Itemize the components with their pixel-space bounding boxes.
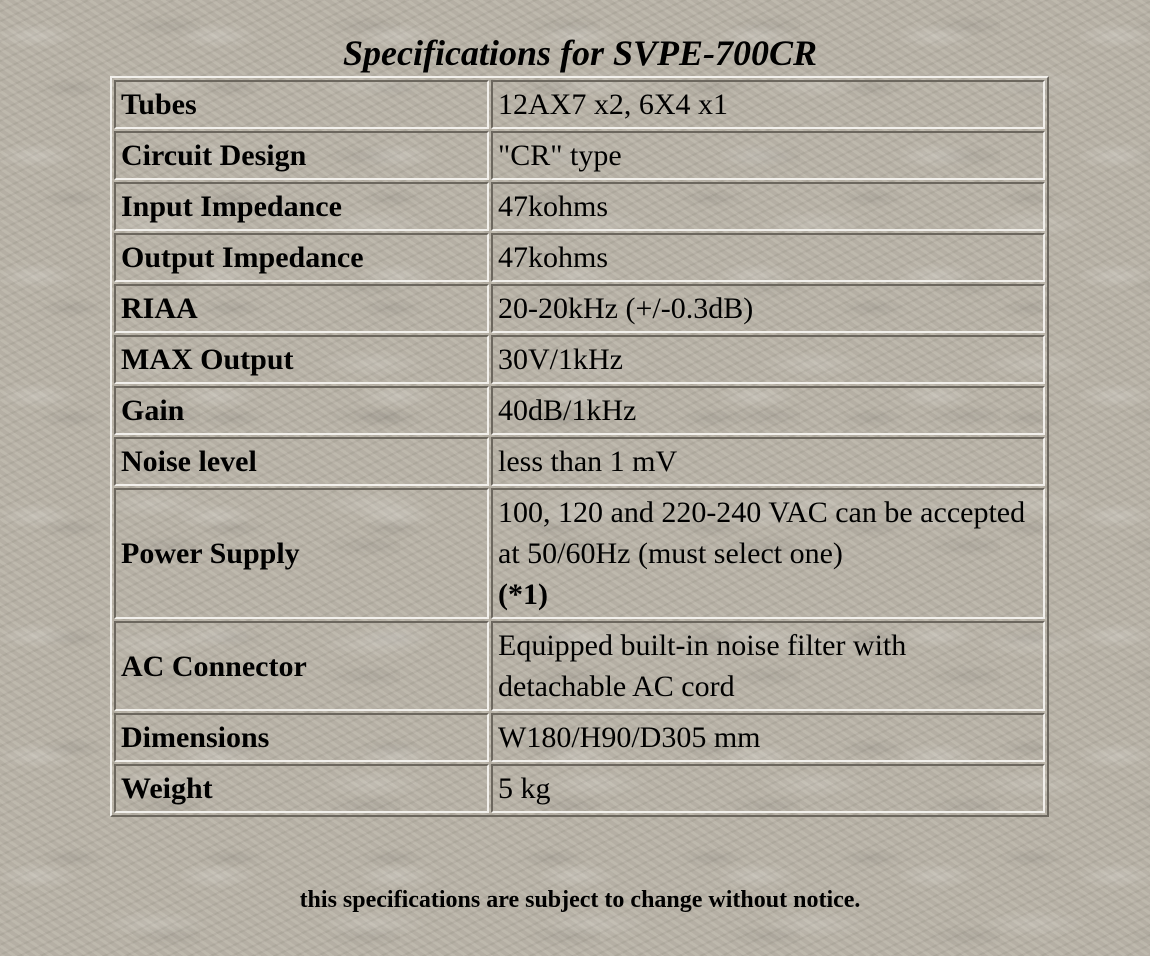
spec-label: Power Supply — [114, 488, 489, 619]
spec-label: Tubes — [114, 80, 489, 129]
table-row — [114, 80, 1045, 129]
table-row — [114, 233, 1045, 282]
spec-value — [491, 488, 1045, 619]
spec-value: 12AX7 x2, 6X4 x1 — [491, 80, 1045, 129]
spec-label: Weight — [114, 764, 489, 813]
table-row — [114, 713, 1045, 762]
spec-label: RIAA — [114, 284, 489, 333]
spec-value: W180/H90/D305 mm — [491, 713, 1045, 762]
table-row — [114, 621, 1045, 711]
spec-value: "CR" type — [491, 131, 1045, 180]
table-row — [114, 182, 1045, 231]
spec-value: 5 kg — [491, 764, 1045, 813]
spec-label: Output Impedance — [114, 233, 489, 282]
table-row — [114, 335, 1045, 384]
spec-value-text: 100, 120 and 220-240 VAC can be accepted at 50/60Hz (must select one) — [498, 496, 1026, 570]
spec-label: MAX Output — [114, 335, 489, 384]
table-row — [114, 764, 1045, 813]
spec-label: Gain — [114, 386, 489, 435]
spec-label: Noise level — [114, 437, 489, 486]
spec-value: 47kohms — [491, 182, 1045, 231]
table-row — [114, 386, 1045, 435]
spec-value: 47kohms — [491, 233, 1045, 282]
spec-label: AC Connector — [114, 621, 489, 711]
spec-value: 20-20kHz (+/-0.3dB) — [491, 284, 1045, 333]
table-row — [114, 131, 1045, 180]
disclaimer-footnote: this specifications are subject to change without notice. — [299, 887, 861, 913]
table-row — [114, 488, 1045, 619]
spec-value: 30V/1kHz — [491, 335, 1045, 384]
footnote-reference: (*1) — [498, 578, 548, 611]
spec-value: Equipped built-in noise filter with detachable AC cord — [491, 621, 1045, 711]
table-row — [114, 437, 1045, 486]
spec-value: 40dB/1kHz — [491, 386, 1045, 435]
spec-label: Input Impedance — [114, 182, 489, 231]
spec-value: less than 1 mV — [491, 437, 1045, 486]
page-title: Specifications for SVPE-700CR — [342, 33, 818, 73]
specifications-table — [110, 76, 1049, 817]
table-row — [114, 284, 1045, 333]
spec-label: Circuit Design — [114, 131, 489, 180]
spec-label: Dimensions — [114, 713, 489, 762]
